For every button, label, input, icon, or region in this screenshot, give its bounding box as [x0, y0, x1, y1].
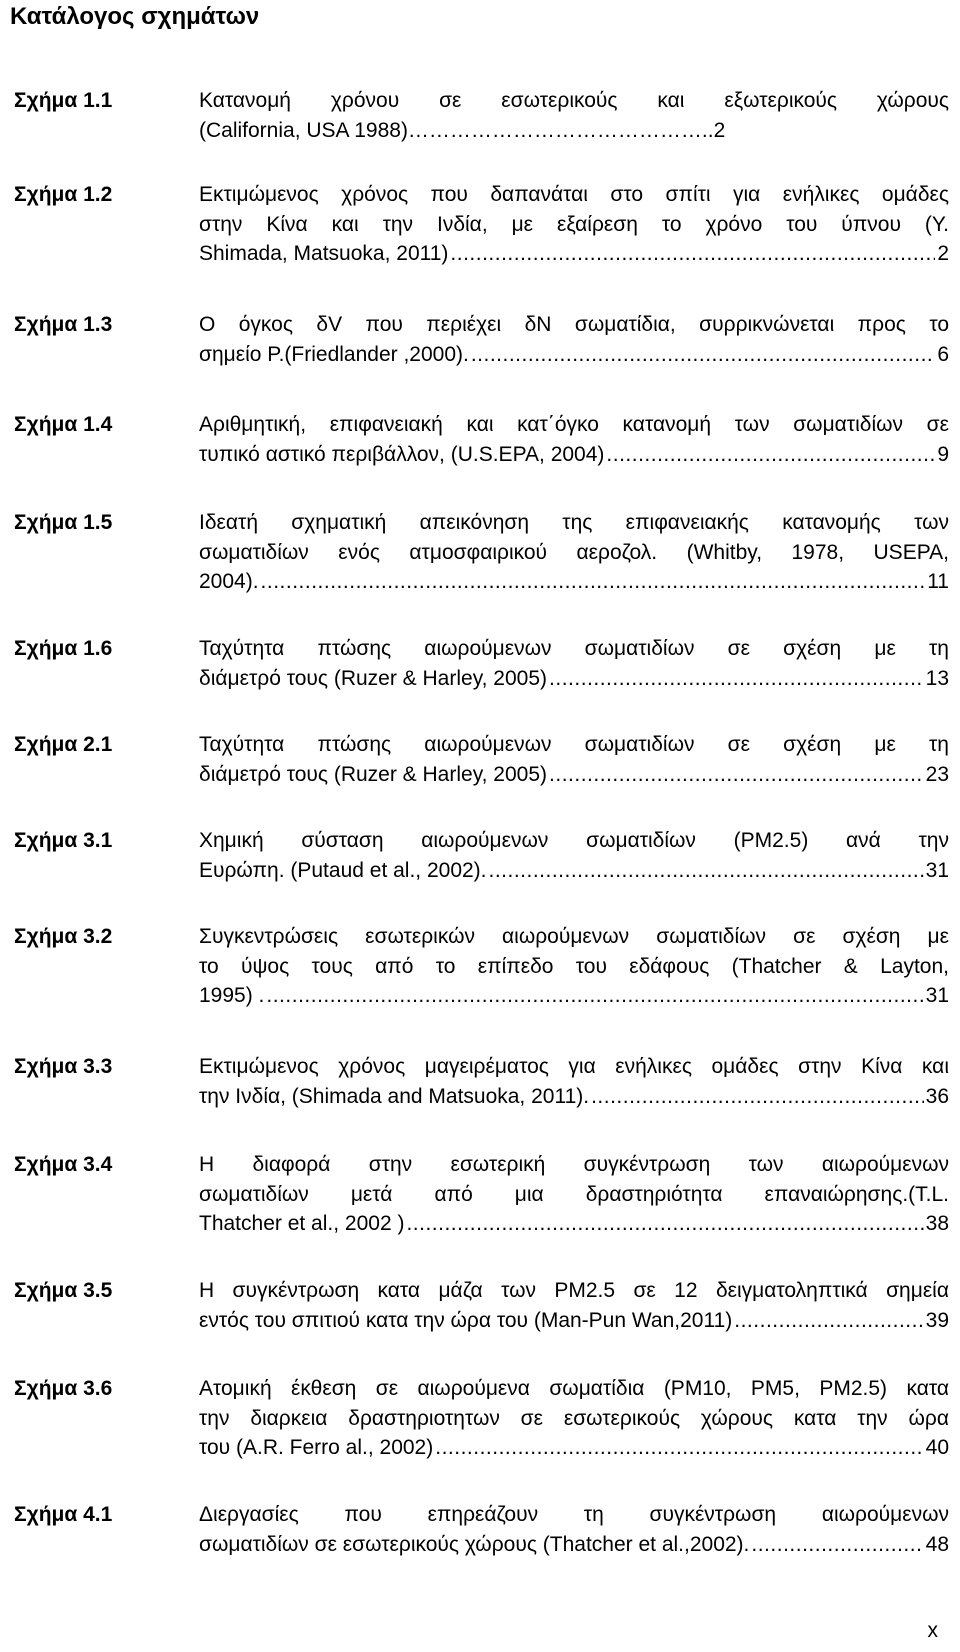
page-number: 36 — [925, 1084, 949, 1108]
figure-label: Σχήμα 3.1 — [14, 829, 113, 852]
caption-last-line — [199, 116, 949, 146]
caption-text: την Ινδία, (Shimada and Matsuoka, 2011). — [199, 1084, 590, 1108]
caption-text: σημείο P.(Friedlander ,2000). — [199, 342, 469, 366]
caption-line: Χημική σύσταση αιωρούμενων σωματιδίων (PM2.5) ανά την — [199, 829, 949, 852]
page-number: 9 — [937, 442, 949, 466]
page-title: Κατάλογος σχημάτων — [10, 3, 260, 30]
caption-last-line — [199, 664, 949, 694]
caption-last-line — [199, 340, 949, 370]
caption-line: την διαρκεια δραστηριοτητων σε εσωτερικούς χώρους κατα την ώρα — [199, 1406, 949, 1430]
figure-caption[interactable] — [199, 310, 949, 369]
caption-line: Ιδεατή σχηματική απεικόνηση της επιφανειακής κατανομής των — [199, 511, 949, 534]
caption-line: το ύψος τους από το επίπεδο του εδάφους (Thatcher & Layton, — [199, 954, 949, 978]
figure-caption[interactable] — [199, 1374, 949, 1463]
footer-page-number: x — [927, 1619, 938, 1642]
caption-text: Shimada, Matsuoka, 2011) — [199, 242, 449, 265]
figure-caption[interactable] — [199, 1052, 949, 1111]
caption-text: του (A.R. Ferro al., 2002) — [199, 1436, 434, 1459]
figure-label: Σχήμα 1.5 — [14, 511, 113, 534]
dot-leader — [549, 664, 924, 694]
caption-line: Η διαφορά στην εσωτερική συγκέντρωση των αιωρούμενων — [199, 1153, 949, 1176]
figure-label: Σχήμα 3.3 — [14, 1055, 113, 1078]
page-number: 40 — [925, 1436, 949, 1459]
page-number: 31 — [925, 984, 949, 1007]
caption-line: Συγκεντρώσεις εσωτερικών αιωρούμενων σωματιδίων σε σχέση με — [199, 925, 949, 948]
dot-leader — [266, 981, 923, 1011]
caption-text: εντός του σπιτιού κατα την ώρα του (Man-Pun Wan,2011) — [199, 1308, 733, 1332]
caption-text: διάμετρό τους (Ruzer & Harley, 2005) — [199, 666, 548, 690]
figure-label: Σχήμα 3.5 — [14, 1279, 113, 1302]
dot-leader — [489, 856, 924, 886]
page-number: 13 — [925, 666, 949, 690]
caption-line: Εκτιμώμενος χρόνος μαγειρέματος για ενήλικες ομάδες στην Κίνα και — [199, 1055, 949, 1078]
caption-line: Ταχύτητα πτώσης αιωρούμενων σωματιδίων σε σχέση με τη — [199, 733, 949, 756]
figure-caption[interactable] — [199, 180, 949, 269]
dot-leader — [435, 1433, 923, 1463]
caption-last-line — [199, 567, 949, 597]
caption-line: Ο όγκος δV που περιέχει δN σωματίδια, συρρικνώνεται προς το — [199, 313, 949, 336]
figure-caption[interactable] — [199, 86, 949, 145]
caption-line: Αριθμητική, επιφανειακή και κατ΄όγκο κατανομή των σωματιδίων σε — [199, 413, 949, 436]
dot-leader — [751, 1530, 923, 1560]
page-number: 6 — [937, 342, 949, 366]
page-number: 39 — [925, 1308, 949, 1332]
figure-caption[interactable] — [199, 730, 949, 789]
caption-line: Ταχύτητα πτώσης αιωρούμενων σωματιδίων σε σχέση με τη — [199, 637, 949, 660]
caption-text: διάμετρό τους (Ruzer & Harley, 2005) — [199, 762, 548, 786]
caption-line: στην Κίνα και την Ινδία, με εξαίρεση το χρόνο του ύπνου (Y. — [199, 212, 949, 236]
caption-line: σωματιδίων μετά από μια δραστηριότητα επαναιώρησης.(T.L. — [199, 1182, 949, 1206]
caption-line: Κατανομή χρόνου σε εσωτερικούς και εξωτερικούς χώρους — [199, 89, 949, 112]
caption-line: Διεργασίες που επηρεάζουν τη συγκέντρωση αιωρούμενων — [199, 1503, 949, 1526]
caption-text: 2004). — [199, 570, 259, 593]
caption-last-line — [199, 239, 949, 269]
caption-text: Thatcher et al., 2002 ) — [199, 1212, 405, 1235]
caption-line: Ατομική έκθεση σε αιωρούμενα σωματίδια (PM10, PM5, PM2.5) κατα — [199, 1377, 949, 1400]
dot-leader — [591, 1082, 924, 1112]
figure-caption[interactable] — [199, 1150, 949, 1239]
caption-last-line — [199, 760, 949, 790]
caption-text: τυπικό αστικό περιβάλλον, (U.S.EPA, 2004) — [199, 442, 605, 466]
page-number: 23 — [925, 762, 949, 786]
caption-last-line — [199, 1306, 949, 1336]
figure-caption[interactable] — [199, 634, 949, 693]
caption-text: Ευρώπη. (Putaud et al., 2002). — [199, 858, 487, 882]
caption-text: (California, USA 1988)…………………………………….. — [199, 118, 714, 142]
page-number: 2 — [713, 118, 726, 142]
page-number: 2 — [937, 242, 949, 265]
dot-leader — [734, 1306, 923, 1336]
caption-text: σωματιδίων σε εσωτερικούς χώρους (Thatcher et al.,2002). — [199, 1532, 750, 1556]
caption-last-line — [199, 1209, 949, 1239]
page-number: 31 — [925, 858, 949, 882]
caption-last-line — [199, 1082, 949, 1112]
caption-last-line — [199, 981, 949, 1011]
caption-line: Η συγκέντρωση κατα μάζα των PM2.5 σε 12 δειγματοληπτικά σημεία — [199, 1279, 949, 1302]
figure-label: Σχήμα 3.2 — [14, 925, 113, 948]
figure-label: Σχήμα 4.1 — [14, 1503, 113, 1526]
figure-label: Σχήμα 1.4 — [14, 413, 113, 436]
page-number: 38 — [925, 1212, 949, 1235]
dot-leader — [261, 567, 926, 597]
figure-label: Σχήμα 1.1 — [14, 89, 113, 112]
figure-caption[interactable] — [199, 922, 949, 1011]
figure-label: Σχήμα 2.1 — [14, 733, 113, 756]
figure-label: Σχήμα 1.6 — [14, 637, 113, 660]
caption-last-line — [199, 1530, 949, 1560]
figure-caption[interactable] — [199, 1500, 949, 1559]
figure-caption[interactable] — [199, 826, 949, 885]
dot-leader — [406, 1209, 923, 1239]
dot-leader — [549, 760, 924, 790]
figure-label: Σχήμα 1.3 — [14, 313, 113, 336]
page-number: 48 — [925, 1532, 949, 1556]
caption-text: 1995) . — [199, 984, 265, 1007]
figure-caption[interactable] — [199, 410, 949, 469]
figure-label: Σχήμα 3.4 — [14, 1153, 113, 1176]
caption-last-line — [199, 440, 949, 470]
dot-leader — [471, 340, 935, 370]
dot-leader — [450, 239, 935, 269]
dot-leader — [606, 440, 935, 470]
caption-last-line — [199, 1433, 949, 1463]
figure-label: Σχήμα 1.2 — [14, 183, 113, 206]
caption-line: Εκτιμώμενος χρόνος που δαπανάται στο σπίτι για ενήλικες ομάδες — [199, 183, 949, 206]
caption-last-line — [199, 856, 949, 886]
caption-line: σωματιδίων ενός ατμοσφαιρικού αεροζολ. (Whitby, 1978, USEPA, — [199, 540, 949, 564]
page-number: 11 — [927, 570, 949, 593]
figure-label: Σχήμα 3.6 — [14, 1377, 113, 1400]
figure-caption[interactable] — [199, 1276, 949, 1335]
figure-caption[interactable] — [199, 508, 949, 597]
